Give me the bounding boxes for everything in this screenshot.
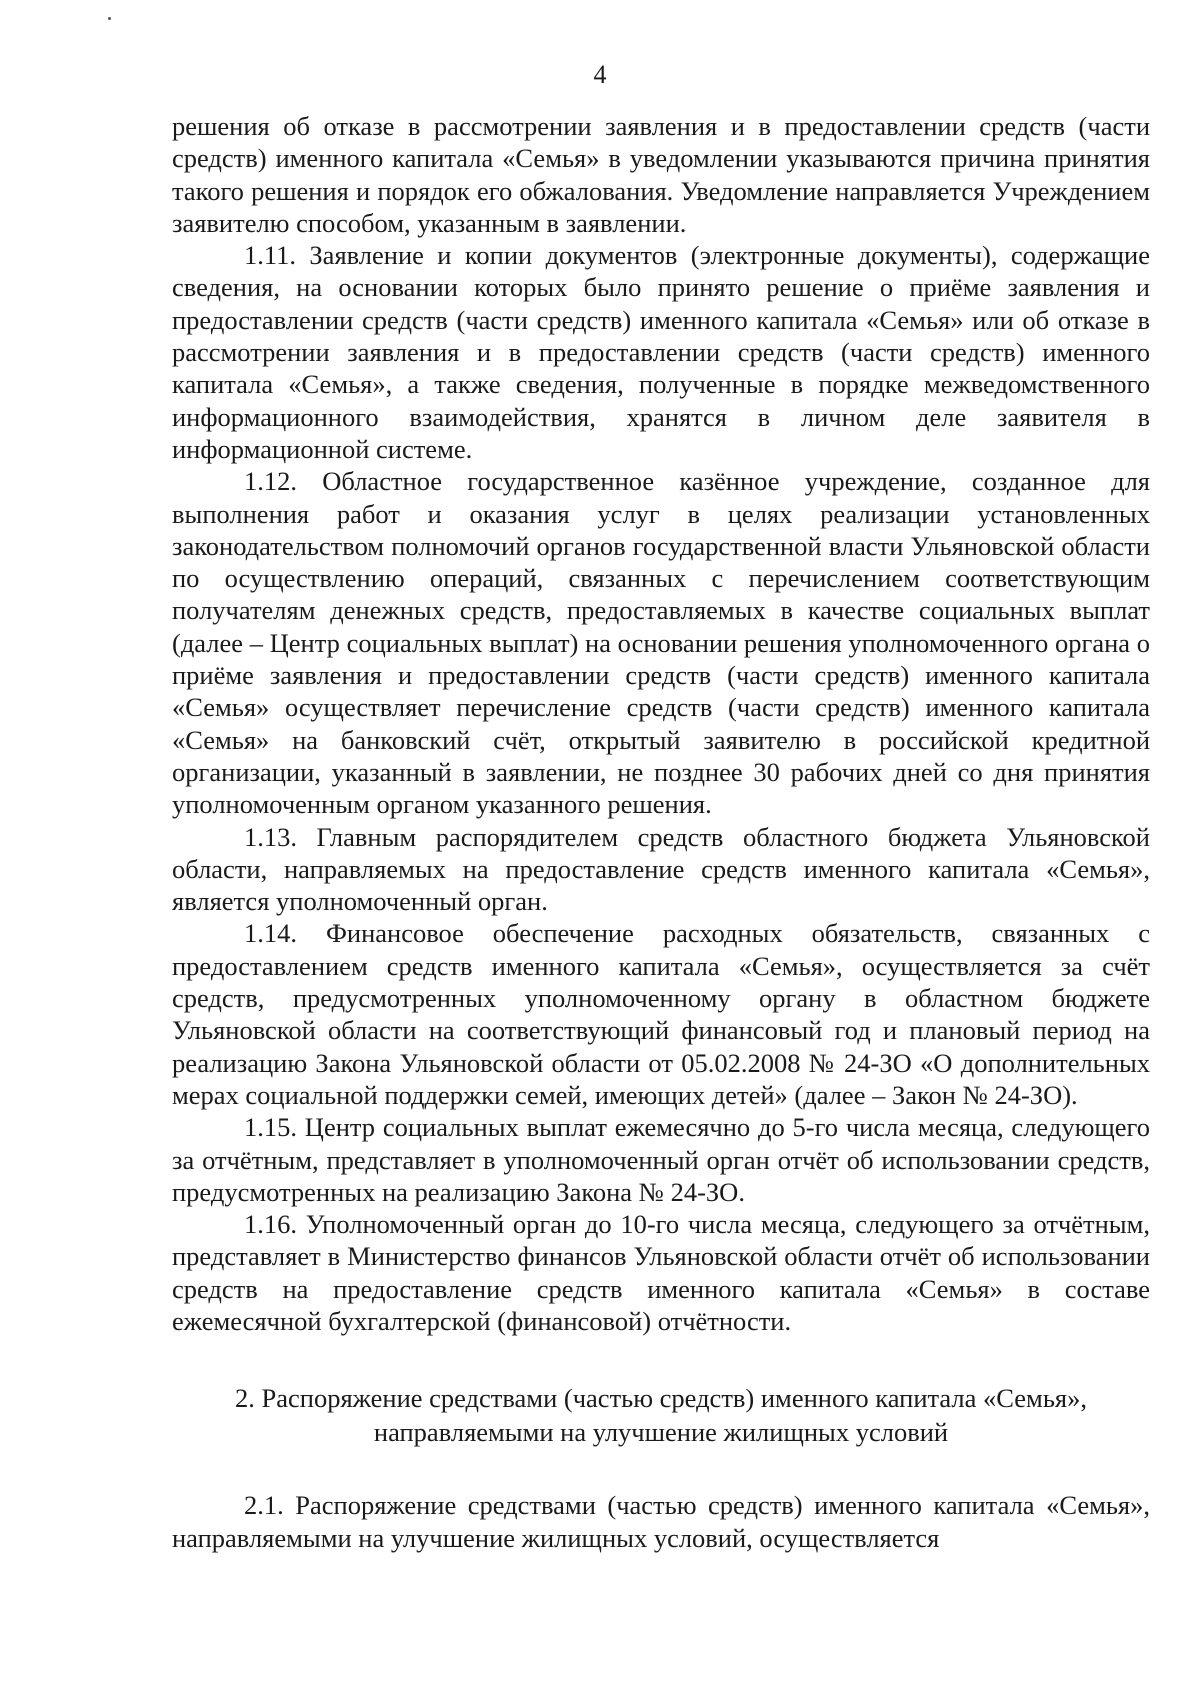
paragraph-1-13: 1.13. Главным распорядителем средств областного бюджета Ульяновской области, направляемых на предоставление средств именного капитала «Семья», является уполномоченный орган. xyxy=(172,821,1150,917)
section-2-heading-line-1: 2. Распоряжение средствами (частью средств) именного капитала «Семья», xyxy=(235,1383,1087,1414)
document-body xyxy=(172,110,1150,1554)
paragraph-1-15: 1.15. Центр социальных выплат ежемесячно до 5-го числа месяца, следующего за отчётным, представляет в уполномоченный орган отчёт об использовании средств, предусмотренных на реализацию Закона № 24-ЗО. xyxy=(172,1112,1150,1207)
paragraph-continuation: решения об отказе в рассмотрении заявления и в предоставлении средств (части средств) именного капитала «Семья» в уведомлении указываются причина принятия такого решения и порядок его обжалования. Уведомление направляется Учреждением заявителю способом, указанным в заявлении. xyxy=(172,111,1150,238)
section-2-heading xyxy=(172,1381,1150,1449)
paragraph-1-12: 1.12. Областное государственное казённое учреждение, созданное для выполнения работ и оказания услуг в целях реализации установленных законодательством полномочий органов государственной власти Ульяновской области по осуществлению операций, связанных с перечислением соответствующим получателям денежных средств, предоставляемых в качестве социальных выплат (далее – Центр социальных выплат) на основании решения уполномоченного органа о приёме заявления и предоставлении средств (части средств) именного капитала «Семья» осуществляет перечисление средств (части средств) именного капитала «Семья» на банковский счёт, открытый заявителю в российской кредитной организации, указанный в заявлении, не позднее 30 рабочих дней со дня принятия уполномоченным органом указанного решения. xyxy=(172,466,1150,820)
page-number: 4 xyxy=(593,60,607,89)
paragraph-2-1: 2.1. Распоряжение средствами (частью средств) именного капитала «Семья», направляемыми на улучшение жилищных условий, осуществляется xyxy=(172,1490,1150,1553)
paragraph-1-11: 1.11. Заявление и копии документов (электронные документы), содержащие сведения, на основании которых было принято решение о приёме заявления и предоставлении средств (части средств) именного капитала «Семья» или об отказе в рассмотрении заявления и в предоставлении средств (части средств) именного капитала «Семья», а также сведения, полученные в порядке межведомственного информационного взаимодействия, хранятся в личном деле заявителя в информационной системе. xyxy=(172,240,1150,464)
paragraph-1-16: 1.16. Уполномоченный орган до 10-го числа месяца, следующего за отчётным, представляет в Министерство финансов Ульяновской области отчёт об использовании средств на предоставление средств именного капитала «Семья» в составе ежемесячной бухгалтерской (финансовой) отчётности. xyxy=(172,1209,1150,1336)
section-2-heading-line-2: направляемыми на улучшение жилищных условий xyxy=(373,1417,949,1448)
scan-speck xyxy=(108,17,111,20)
paragraph-1-14: 1.14. Финансовое обеспечение расходных обязательств, связанных с предоставлением средств именного капитала «Семья», осуществляется за счёт средств, предусмотренных уполномоченному органу в областном бюджете Ульяновской области на соответствующий финансовый год и плановый период на реализацию Закона Ульяновской области от 05.02.2008 № 24-ЗО «О дополнительных мерах социальной поддержки семей, имеющих детей» (далее – Закон № 24-ЗО). xyxy=(172,918,1150,1110)
